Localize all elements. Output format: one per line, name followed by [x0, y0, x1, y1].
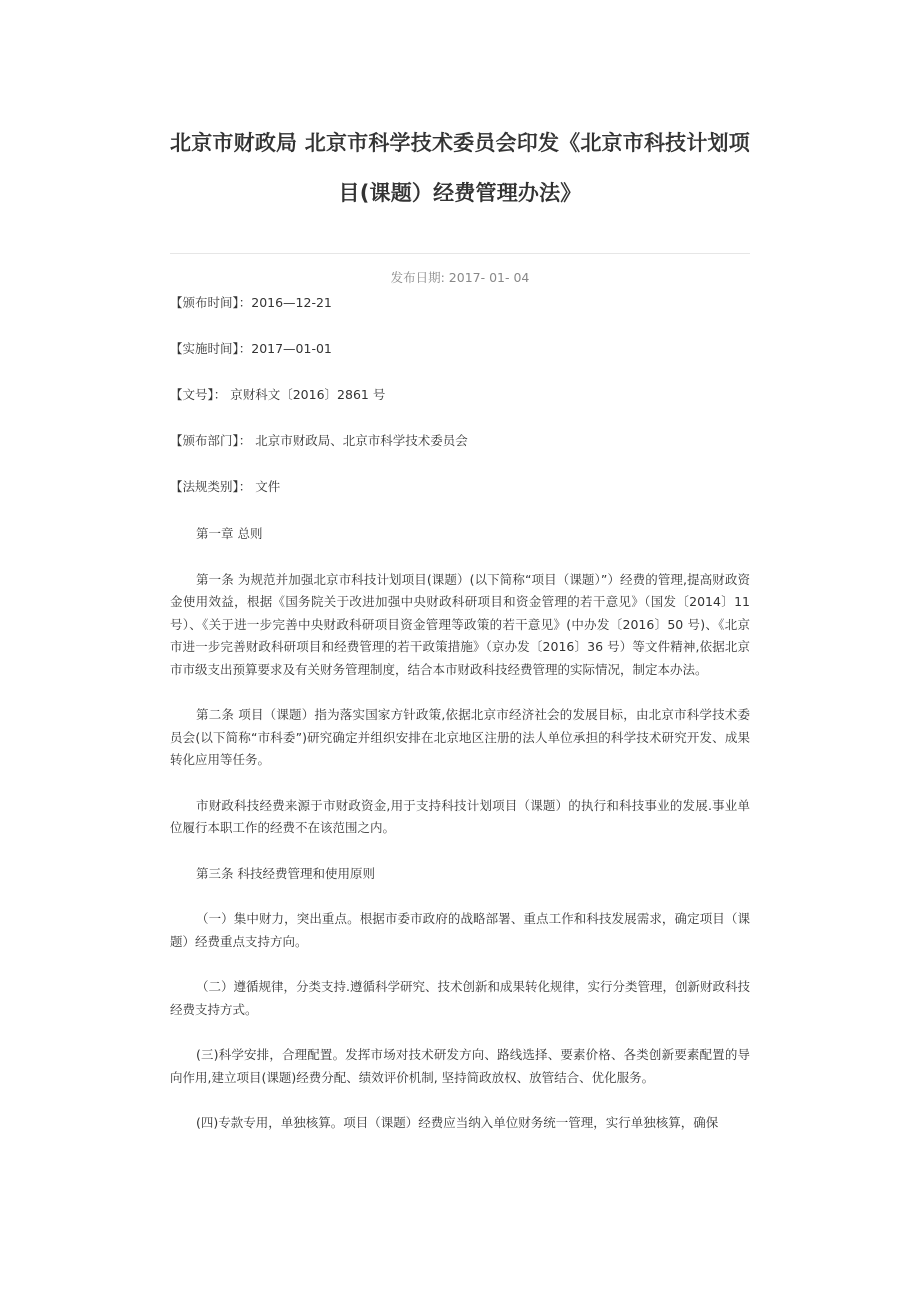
title-divider [170, 253, 750, 254]
article-2: 第二条 项目（课题）指为落实国家方针政策,依据北京市经济社会的发展目标，由北京市科学技术委员会(以下简称“市科委”)研究确定并组织安排在北京地区注册的法人单位承担的科学技术研究开发、成果转化应用等任务。 [170, 707, 750, 767]
principle-2: （二）遵循规律，分类支持.遵循科学研究、技术创新和成果转化规律，实行分类管理，创新财政科技经费支持方式。 [170, 979, 750, 1017]
funding-source-paragraph: 市财政科技经费来源于市财政资金,用于支持科技计划项目（课题）的执行和科技事业的发展.事业单位履行本职工作的经费不在该范围之内。 [170, 797, 750, 835]
meta-document-number: 【文号】： 京财科文〔2016〕2861 号 [170, 387, 386, 402]
article-3-heading: 第三条 科技经费管理和使用原则 [196, 865, 375, 881]
principle-4: (四)专款专用，单独核算。项目（课题）经费应当纳入单位财务统一管理，实行单独核算，确保 [196, 1115, 719, 1130]
meta-effective-time: 【实施时间】：2017—01-01 [170, 341, 332, 356]
publish-date: 发布日期: 2017- 01- 04 [390, 270, 530, 285]
document-title: 北京市财政局 北京市科学技术委员会印发《北京市科技计划项目(课题）经费管理办法》 [170, 131, 750, 205]
principle-1: （一）集中财力，突出重点。根据市委市政府的战略部署、重点工作和科技发展需求，确定项目（课题）经费重点支持方向。 [170, 911, 750, 949]
document-body [170, 523, 750, 1135]
document-page [170, 0, 750, 1135]
article-1: 第一条 为规范并加强北京市科技计划项目(课题）(以下简称“项目（课题）”）经费的管理,提高财政资金使用效益，根据《国务院关于改进加强中央财政科研项目和资金管理的若干意见》（国发〔2014〕11 号）、《关于进一步完善中央财政科研项目资金管理等政策的若干意见》(中办发〔2016〕50 号)、《北京市进一步完善财政科研项目和经费管理的若干政策措施》（京办发〔2016〕36 号）等文件精神,依据北京市市级支出预算要求及有关财务管理制度，结合本市财政科技经费管理的实际情况，制定本办法。 [170, 571, 750, 677]
meta-info [170, 293, 750, 497]
meta-issue-time: 【颁布时间】：2016—12-21 [170, 295, 332, 310]
meta-regulation-category: 【法规类别】： 文件 [170, 479, 281, 494]
principle-3: (三)科学安排，合理配置。发挥市场对技术研发方向、路线选择、要素价格、各类创新要素配置的导向作用,建立项目(课题)经费分配、绩效评价机制, 坚持简政放权、放管结合、优化服务。 [170, 1047, 750, 1085]
chapter-heading: 第一章 总则 [196, 526, 263, 541]
meta-issuing-department: 【颁布部门】： 北京市财政局、北京市科学技术委员会 [170, 433, 468, 448]
